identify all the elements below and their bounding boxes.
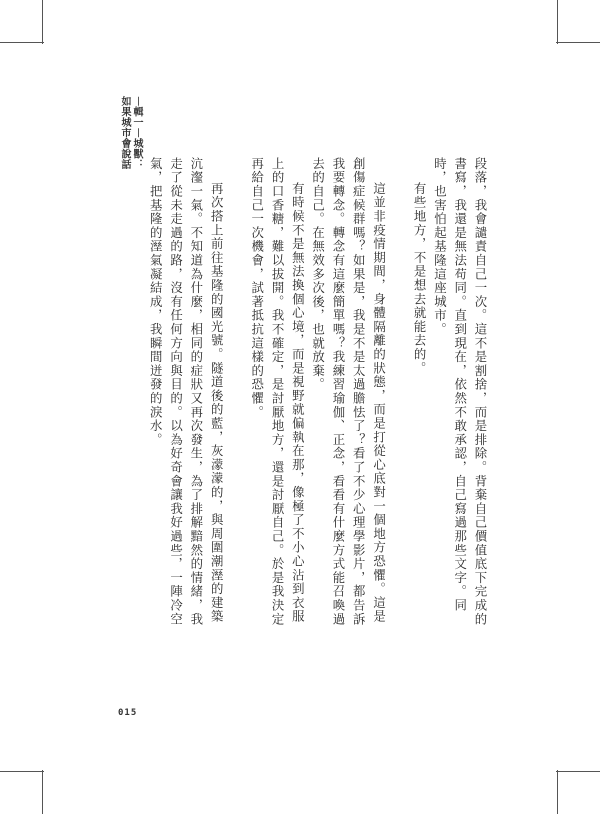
paragraph: 有時候不是無法換個心境，而是視野就偏執在那，像極了不小心沾到衣服上的口香糖，難以拔開。我不確定，是討厭地方，還是討厭自己。於是我決定再給自己一次機會，試著抵抗這樣的恐懼。: [249, 157, 306, 627]
crop-mark-top-left-vertical: [42, 0, 43, 44]
paragraph: 段落，我會譴責自己一次。這不是割捨，而是排除。背棄自己價值底下完成的書寫，我還是無法苟同。直到現在，依然不敢承認，自己寫過那些文字。同時，也害怕起基隆這座城市。: [432, 157, 488, 627]
crop-mark-top-right-horizontal: [556, 42, 600, 43]
paragraph: 有些地方，不是想去就能去的。: [412, 181, 428, 375]
crop-mark-bottom-left-vertical: [42, 770, 43, 814]
crop-mark-top-left-horizontal: [0, 42, 44, 43]
crop-mark-top-right-vertical: [557, 0, 558, 44]
paragraph: 這並非疫情期間，身體隔離的狀態，而是打從心底對一個地方恐懼。這是創傷症候群嗎？如果是，我是不是太過膽怯了？看了不少心理學影片，都告訴我要轉念。轉念有這麼簡單嗎？我練習瑜伽、正念，看看有什麼方式能召喚過去的自己。在無效多次後，也就放棄。: [310, 157, 387, 627]
crop-mark-bottom-right-horizontal: [556, 771, 600, 772]
page-number: 015: [118, 708, 138, 718]
crop-mark-bottom-left-horizontal: [0, 771, 44, 772]
crop-mark-bottom-right-vertical: [557, 770, 558, 814]
paragraph: 再次搭上前往基隆的國光號。隧道後的藍，灰濛濛的，與周圍潮溼的建築沆瀣一氣。不知道為什麼，相同的症狀又再次發生，為了排解黯然的情緒，我走了從未走過的路，沒有任何方向與目的。以為好奇會讓我好過些，一陣冷空氣，把基隆的溼氣凝結成，我瞬間迸發的淚水。: [148, 157, 225, 627]
running-header: ︱輯一︱城獸：如果城市會說話: [119, 96, 142, 170]
body-text: [118, 157, 490, 627]
